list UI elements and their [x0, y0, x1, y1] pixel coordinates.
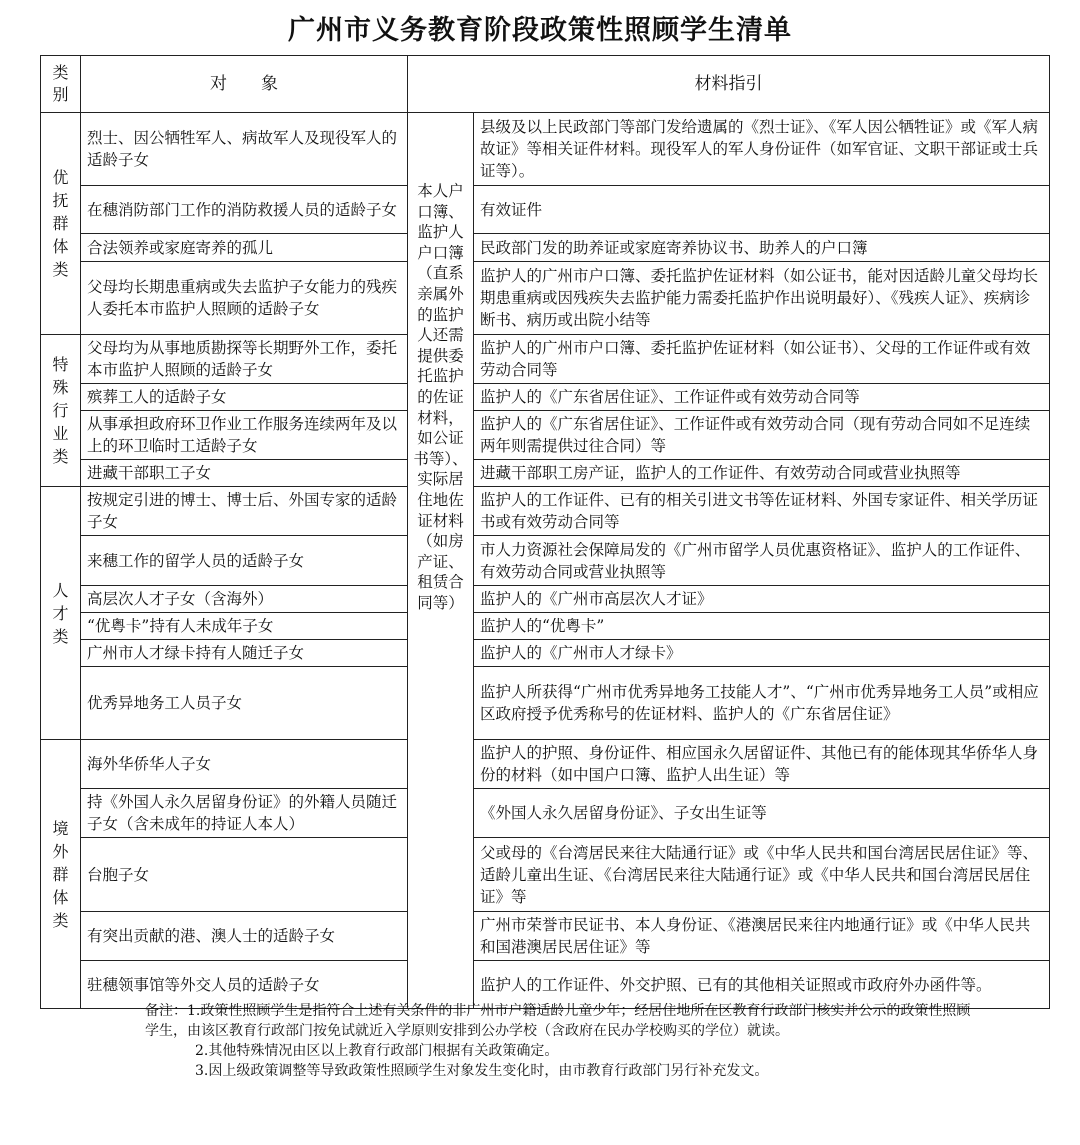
- material-cell: 有效证件: [474, 186, 1050, 234]
- material-cell: 父或母的《台湾居民来往大陆通行证》或《中华人民共和国台湾居民居住证》等、适龄儿童出生证、《台湾居民来往大陆通行证》或《中华人民共和国台湾居民居住证》等: [474, 838, 1050, 912]
- object-cell: 来穗工作的留学人员的适龄子女: [81, 536, 408, 586]
- table-row: [41, 740, 1050, 789]
- table-row: [41, 113, 1050, 186]
- object-cell: 高层次人才子女（含海外）: [81, 586, 408, 613]
- header-material: 材料指引: [408, 56, 1050, 113]
- material-cell: 民政部门发的助养证或家庭寄养协议书、助养人的户口簿: [474, 234, 1050, 262]
- object-cell: 父母均为从事地质勘探等长期野外工作，委托本市监护人照顾的适龄子女: [81, 335, 408, 384]
- material-cell: 监护人的《广东省居住证》、工作证件或有效劳动合同等: [474, 384, 1050, 411]
- material-cell: 《外国人永久居留身份证》、子女出生证等: [474, 789, 1050, 838]
- notes: [145, 1001, 975, 1081]
- object-cell: 烈士、因公牺牲军人、病故军人及现役军人的适龄子女: [81, 113, 408, 186]
- object-cell: 按规定引进的博士、博士后、外国专家的适龄子女: [81, 487, 408, 536]
- note-item: 备注：1.政策性照顾学生是指符合上述有关条件的非广州市户籍适龄儿童少年；经居住地所在区教育行政部门核实并公示的政策性照顾学生，由该区教育行政部门按免试就近入学原则安排到公办学校（含政府在民办学校购买的学位）就读。: [145, 1003, 971, 1039]
- object-cell: 广州市人才绿卡持有人随迁子女: [81, 640, 408, 667]
- object-cell: 从事承担政府环卫作业工作服务连续两年及以上的环卫临时工适龄子女: [81, 411, 408, 460]
- table-row: [41, 586, 1050, 613]
- object-cell: 持《外国人永久居留身份证》的外籍人员随迁子女（含未成年的持证人本人）: [81, 789, 408, 838]
- category-cell: 境外群体类: [41, 740, 81, 1009]
- header-category: 类 别: [41, 56, 81, 113]
- table-row: [41, 411, 1050, 460]
- material-cell: 监护人所获得“广州市优秀异地务工技能人才”、“广州市优秀异地务工人员”或相应区政府授予优秀称号的佐证材料、监护人的《广东省居住证》: [474, 667, 1050, 740]
- object-cell: 驻穗领事馆等外交人员的适龄子女: [81, 961, 408, 1009]
- object-cell: 优秀异地务工人员子女: [81, 667, 408, 740]
- page-title: 广州市义务教育阶段政策性照顾学生清单: [288, 15, 792, 46]
- material-cell: 监护人的《广州市高层次人才证》: [474, 586, 1050, 613]
- header-object: 对 象: [81, 56, 408, 113]
- object-cell: “优粤卡”持有人未成年子女: [81, 613, 408, 640]
- material-cell: 进藏干部职工房产证，监护人的工作证件、有效劳动合同或营业执照等: [474, 460, 1050, 487]
- table-row: [41, 613, 1050, 640]
- table-row: [41, 667, 1050, 740]
- material-cell: 县级及以上民政部门等部门发给遗属的《烈士证》、《军人因公牺牲证》或《军人病故证》等相关证件材料。现役军人的军人身份证件（如军官证、文职干部证或士兵证等）。: [474, 113, 1050, 186]
- material-cell: 监护人的广州市户口簿、委托监护佐证材料（如公证书）、父母的工作证件或有效劳动合同等: [474, 335, 1050, 384]
- table-row: [41, 536, 1050, 586]
- object-cell: 在穗消防部门工作的消防救援人员的适龄子女: [81, 186, 408, 234]
- table-row: [41, 186, 1050, 234]
- policy-table: [40, 55, 1050, 1009]
- object-cell: 有突出贡献的港、澳人士的适龄子女: [81, 912, 408, 961]
- table-row: [41, 838, 1050, 912]
- note-item: 3.因上级政策调整等导致政策性照顾学生对象发生变化时，由市教育行政部门另行补充发文。: [195, 1063, 769, 1079]
- object-cell: 父母均长期患重病或失去监护子女能力的残疾人委托本市监护人照顾的适龄子女: [81, 262, 408, 335]
- table-row: [41, 460, 1050, 487]
- material-cell: 监护人的工作证件、已有的相关引进文书等佐证材料、外国专家证件、相关学历证书或有效劳动合同等: [474, 487, 1050, 536]
- object-cell: 海外华侨华人子女: [81, 740, 408, 789]
- material-cell: 监护人的《广东省居住证》、工作证件或有效劳动合同（现有劳动合同如不足连续两年则需提供过往合同）等: [474, 411, 1050, 460]
- category-cell: 优抚群体类: [41, 113, 81, 335]
- table-row: [41, 234, 1050, 262]
- shared-material-cell: 本人户口簿、监护人户口簿（直系亲属外的监护人还需提供委托监护的佐证材料，如公证书等）、实际居住地佐证材料（如房产证、租赁合同等）: [408, 113, 474, 1009]
- table-row: [41, 487, 1050, 536]
- note-item: 2.其他特殊情况由区以上教育行政部门根据有关政策确定。: [195, 1043, 559, 1059]
- category-cell: 特殊行业类: [41, 335, 81, 487]
- table-row: [41, 262, 1050, 335]
- object-cell: 殡葬工人的适龄子女: [81, 384, 408, 411]
- header-row: [41, 56, 1050, 113]
- material-cell: 市人力资源社会保障局发的《广州市留学人员优惠资格证》、监护人的工作证件、有效劳动合同或营业执照等: [474, 536, 1050, 586]
- object-cell: 台胞子女: [81, 838, 408, 912]
- material-cell: 监护人的广州市户口簿、委托监护佐证材料（如公证书，能对因适龄儿童父母均长期患重病或因残疾失去监护能力需委托监护作出说明最好）、《残疾人证》、疾病诊断书、病历或出院小结等: [474, 262, 1050, 335]
- table-row: [41, 789, 1050, 838]
- object-cell: 合法领养或家庭寄养的孤儿: [81, 234, 408, 262]
- table-row: [41, 384, 1050, 411]
- material-cell: 监护人的工作证件、外交护照、已有的其他相关证照或市政府外办函件等。: [474, 961, 1050, 1009]
- table-row: [41, 640, 1050, 667]
- object-cell: 进藏干部职工子女: [81, 460, 408, 487]
- table-row: [41, 335, 1050, 384]
- material-cell: 监护人的护照、身份证件、相应国永久居留证件、其他已有的能体现其华侨华人身份的材料（如中国户口簿、监护人出生证）等: [474, 740, 1050, 789]
- material-cell: 监护人的“优粤卡”: [474, 613, 1050, 640]
- category-cell: 人才类: [41, 487, 81, 740]
- material-cell: 广州市荣誉市民证书、本人身份证、《港澳居民来往内地通行证》或《中华人民共和国港澳居民居住证》等: [474, 912, 1050, 961]
- material-cell: 监护人的《广州市人才绿卡》: [474, 640, 1050, 667]
- table-row: [41, 912, 1050, 961]
